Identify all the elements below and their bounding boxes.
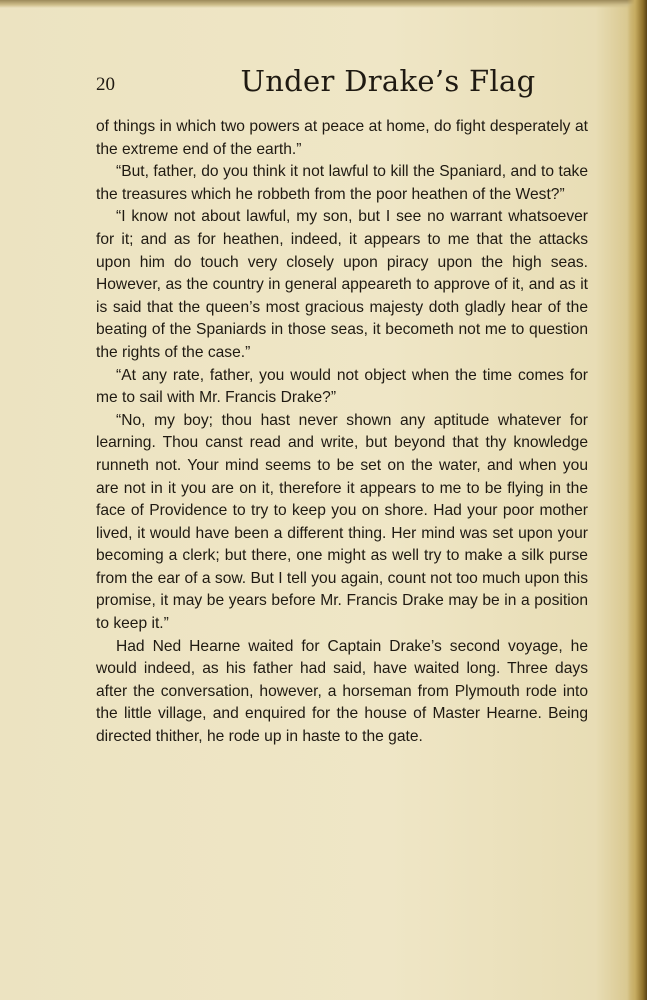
paragraph: “But, father, do you think it not lawful to kill the Spaniard, and to take the treasures which he robbeth from the poor heathen of the West?” bbox=[96, 163, 588, 203]
page-number: 20 bbox=[96, 74, 115, 95]
paragraph: of things in which two powers at peace at home, do fight desperately at the extreme end of the earth.” bbox=[96, 118, 588, 158]
page-header bbox=[96, 64, 588, 104]
running-title: Under Drake’s Flag bbox=[240, 64, 536, 98]
page-binding-edge bbox=[627, 0, 647, 1000]
paragraph: Had Ned Hearne waited for Captain Drake’s second voyage, he would indeed, as his father had said, have waited long. Three days after the conversation, however, a horseman from Plymouth rode into the little village, and enquired for the house of Master Hearne. Being directed thither, he rode up in haste to the gate. bbox=[96, 637, 588, 746]
body-text bbox=[96, 116, 588, 749]
paragraph: “I know not about lawful, my son, but I see no warrant whatsoever for it; and as for heathen, indeed, it appears to me that the attacks upon him do touch very closely upon piracy upon the high seas. However, as the country in general appeareth to approve of it, and as it is said that the queen’s most gracious majesty doth gladly hear of the beating of the Spaniards in those seas, it becometh not me to question the rights of the case.” bbox=[96, 208, 588, 361]
paragraph: “No, my boy; thou hast never shown any aptitude whatever for learning. Thou canst read and write, but beyond that thy knowledge runneth not. Your mind seems to be set on the water, and when you are not in it you are on it, therefore it appears to me to be flying in the face of Providence to try to keep you on shore. Had your poor mother lived, it would have been a different thing. Her mind was set upon your becoming a clerk; but there, one might as well try to make a silk purse from the ear of a sow. But I tell you again, count not too much upon this promise, it may be years before Mr. Francis Drake may be in a position to keep it.” bbox=[96, 411, 588, 633]
paragraph: “At any rate, father, you would not object when the time comes for me to sail with Mr. Francis Drake?” bbox=[96, 366, 588, 407]
page-top-edge bbox=[0, 0, 647, 8]
